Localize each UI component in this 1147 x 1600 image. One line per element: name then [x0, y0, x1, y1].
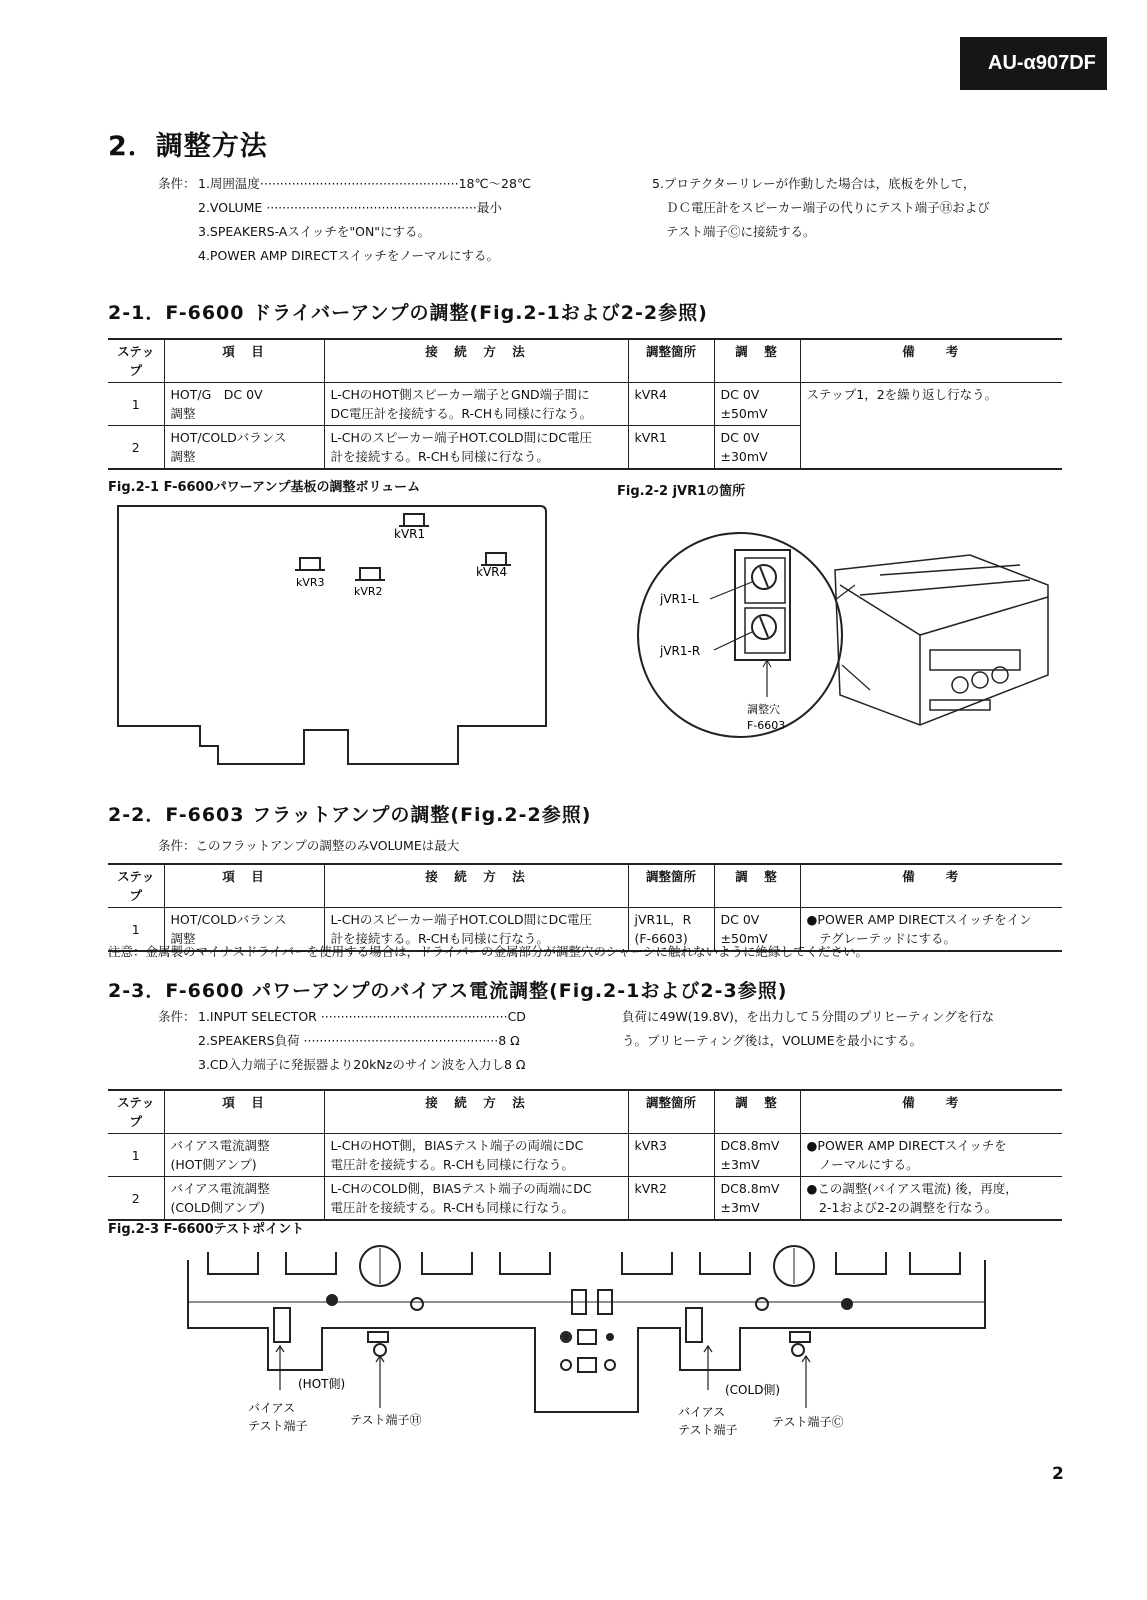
kvr4-label: kVR4	[476, 565, 508, 579]
condition-item: 3.SPEAKERS-Aスイッチを"ON"にする。	[198, 224, 431, 239]
adj-line: ±3mV	[720, 1157, 760, 1172]
item-line: HOT/COLDバランス	[170, 912, 287, 927]
table-header-row	[108, 864, 1062, 908]
fig-2-2-caption: Fig.2-2 jVR1の箇所	[617, 484, 746, 499]
conn-line: L-CHのHOT側スピーカー端子とGND端子間に	[330, 387, 590, 402]
conn-line: L-CHのCOLD側，BIASテスト端子の両端にDC	[330, 1181, 592, 1196]
item-line: (COLD側アンプ)	[170, 1200, 265, 1215]
section-2-3-cond-right	[622, 1005, 1062, 1053]
kvr2-label: kVR2	[354, 585, 383, 598]
page-number: 2	[1052, 1464, 1064, 1484]
loc-line: jVR1L，R	[634, 912, 692, 927]
caution-note: 注意：金属製のマイナスドライバーを使用する場合は，ドライバーの金属部分が調整穴のシャーシに触れないように絶縁してください。	[108, 944, 869, 959]
kvr3-label: kVR3	[296, 576, 325, 589]
col-header: 調整箇所	[628, 1090, 714, 1134]
condition-item: 2.VOLUME ·····················································最小	[198, 200, 502, 215]
test-c-label: テスト端子Ⓒ	[772, 1415, 844, 1429]
vr-kvr2-icon	[355, 568, 385, 580]
col-header: 接 続 方 法	[324, 1090, 628, 1134]
page-title: 2．調整方法	[108, 131, 268, 162]
chassis-sketch	[835, 555, 1048, 725]
item-line: バイアス電流調整	[170, 1138, 270, 1153]
col-header: 備 考	[800, 864, 1062, 908]
item-line: (HOT側アンプ)	[170, 1157, 257, 1172]
connection-cell	[324, 426, 628, 470]
general-conditions-list	[198, 172, 618, 268]
adj-line: DC 0V	[720, 387, 760, 402]
section-2-1-table	[108, 338, 1062, 470]
remark-line: ノーマルにする。	[806, 1157, 919, 1172]
location-cell: kVR3	[628, 1134, 714, 1177]
item-line: バイアス電流調整	[170, 1181, 270, 1196]
col-header: 備 考	[800, 1090, 1062, 1134]
item-line: 調整	[170, 931, 196, 946]
adjust-cell	[714, 426, 800, 470]
item-cell	[164, 1177, 324, 1221]
section-2-1-title: 2-1．F-6600 ドライバーアンプの調整(Fig.2-1および2-2参照)	[108, 302, 708, 324]
adj-line: ±50mV	[720, 406, 768, 421]
connection-cell	[324, 383, 628, 426]
fig-2-1-board-diagram	[108, 498, 558, 773]
condition-item: 1.INPUT SELECTOR ···············································CD	[198, 1009, 526, 1024]
adjust-cell	[714, 1177, 800, 1221]
item-line: 調整	[170, 406, 196, 421]
col-header: 備 考	[800, 339, 1062, 383]
section-2-2-title: 2-2．F-6603 フラットアンプの調整(Fig.2-2参照)	[108, 804, 592, 826]
item-cell	[164, 426, 324, 470]
protector-note	[652, 172, 1072, 244]
adj-line: ±3mV	[720, 1200, 760, 1215]
conn-line: 電圧計を接続する。R-CHも同様に行なう。	[330, 1157, 574, 1172]
conn-line: L-CHのスピーカー端子HOT.COLD間にDC電圧	[330, 912, 593, 927]
fig-2-3-caption: Fig.2-3 F-6600テストポイント	[108, 1222, 305, 1237]
general-conditions-label: 条件：	[158, 176, 196, 191]
step-cell: 1	[108, 908, 164, 952]
connection-cell	[324, 1134, 628, 1177]
col-header: 調 整	[714, 339, 800, 383]
remark-line: ●この調整(バイアス電流) 後，再度，	[806, 1181, 1018, 1196]
remark-line: ●POWER AMP DIRECTスイッチを	[806, 1138, 1007, 1153]
location-cell: kVR4	[628, 383, 714, 426]
remark-cell	[800, 1177, 1062, 1221]
magnify-circle	[638, 533, 842, 737]
board-outline	[118, 506, 546, 764]
item-line: HOT/G DC 0V	[170, 387, 263, 402]
col-header: 接 続 方 法	[324, 864, 628, 908]
remark-line: 2-1および2-2の調整を行なう。	[806, 1200, 998, 1215]
jp7-dot	[841, 1298, 853, 1310]
section-2-2-table	[108, 863, 1062, 952]
note-line: ＤＣ電圧計をスピーカー端子の代りにテスト端子Ⓗおよび	[666, 200, 990, 215]
connection-cell	[324, 1177, 628, 1221]
adj-line: DC8.8mV	[720, 1138, 780, 1153]
table-row	[108, 383, 1062, 426]
conn-line: L-CHのスピーカー端子HOT.COLD間にDC電圧	[330, 430, 593, 445]
vr-kvr4-icon	[481, 553, 511, 565]
col-header: ステップ	[108, 339, 164, 383]
loc-line: (F-6603)	[634, 931, 688, 946]
conn-line: DC電圧計を接続する。R-CHも同様に行なう。	[330, 406, 593, 421]
jvr1-r-label: jVR1-R	[660, 644, 701, 658]
col-header: ステップ	[108, 864, 164, 908]
conn-line: 計を接続する。R-CHも同様に行なう。	[330, 931, 549, 946]
condition-item: 1.周囲温度··················································18℃～28℃	[198, 176, 531, 191]
remark-line: テグレーテッドにする。	[806, 931, 957, 946]
condition-line: 負荷に49W(19.8V)，を出力して５分間のプリヒーティングを行な	[622, 1009, 995, 1024]
conn-line: 計を接続する。R-CHも同様に行なう。	[330, 449, 549, 464]
step-cell: 1	[108, 1134, 164, 1177]
step-cell: 2	[108, 1177, 164, 1221]
fig-2-2-unit-diagram	[630, 525, 1060, 755]
remark-cell: ステップ1，2を繰り返し行なう。	[800, 383, 1062, 470]
section-2-3-conditions	[198, 1005, 580, 1077]
fig-2-3-testpoint-diagram	[180, 1240, 1000, 1450]
table-header-row	[108, 339, 1062, 383]
model-label: AU-α907DF	[960, 37, 1107, 90]
table-row	[108, 1177, 1062, 1221]
adjust-hole-label: 調整穴	[747, 703, 780, 716]
col-header: 項 目	[164, 1090, 324, 1134]
col-header: 調整箇所	[628, 339, 714, 383]
jp5-dot	[326, 1294, 338, 1306]
condition-item: 2.SPEAKERS負荷 ·················································8 Ω	[198, 1033, 520, 1048]
f6603-label: F-6603	[747, 719, 786, 732]
location-cell: kVR2	[628, 1177, 714, 1221]
condition-item: 3.CD入力端子に発振器より20kNzのサイン波を入力し8 Ω	[198, 1057, 526, 1072]
adj-line: DC 0V	[720, 430, 760, 445]
vr-kvr3-icon	[295, 558, 325, 570]
note-line: 5.プロテクターリレーが作動した場合は，底板を外して，	[652, 176, 976, 191]
item-line: 調整	[170, 449, 196, 464]
table-header-row	[108, 1090, 1062, 1134]
col-header: 項 目	[164, 864, 324, 908]
col-header: ステップ	[108, 1090, 164, 1134]
note-line: テスト端子Ⓒに接続する。	[666, 224, 816, 239]
step-cell: 1	[108, 383, 164, 426]
remark-line: ●POWER AMP DIRECTスイッチをイン	[806, 912, 1032, 927]
section-2-2-condition: 条件：このフラットアンプの調整のみVOLUMEは最大	[158, 838, 460, 853]
bias-left-label-1: バイアス	[248, 1401, 296, 1415]
adj-line: DC8.8mV	[720, 1181, 780, 1196]
vr-kvr1-icon	[399, 514, 429, 526]
conn-line: 電圧計を接続する。R-CHも同様に行なう。	[330, 1200, 574, 1215]
step-cell: 2	[108, 426, 164, 470]
bias-left-label-2: テスト端子	[248, 1419, 308, 1433]
bias-right-label-1: バイアス	[678, 1405, 726, 1419]
col-header: 調整箇所	[628, 864, 714, 908]
item-cell	[164, 1134, 324, 1177]
col-header: 接 続 方 法	[324, 339, 628, 383]
item-cell	[164, 383, 324, 426]
kvr1-label: kVR1	[394, 527, 426, 541]
remark-cell	[800, 1134, 1062, 1177]
adj-line: ±30mV	[720, 449, 768, 464]
fig-2-1-caption: Fig.2-1 F-6600パワーアンプ基板の調整ボリューム	[108, 480, 421, 495]
hot-side-label: (HOT側)	[298, 1377, 346, 1391]
section-2-3-table	[108, 1089, 1062, 1221]
col-header: 調 整	[714, 864, 800, 908]
item-line: HOT/COLDバランス	[170, 430, 287, 445]
adjust-cell	[714, 1134, 800, 1177]
bias-right-label-2: テスト端子	[678, 1423, 738, 1437]
conn-line: L-CHのHOT側，BIASテスト端子の両端にDC	[330, 1138, 584, 1153]
section-2-3-title: 2-3．F-6600 パワーアンプのバイアス電流調整(Fig.2-1および2-3参照)	[108, 980, 788, 1002]
condition-item: 4.POWER AMP DIRECTスイッチをノーマルにする。	[198, 248, 499, 263]
cold-side-label: (COLD側)	[725, 1383, 781, 1397]
col-header: 項 目	[164, 339, 324, 383]
adjust-cell	[714, 383, 800, 426]
condition-line: う。プリヒーティング後は，VOLUMEを最小にする。	[622, 1033, 923, 1048]
adj-line: DC 0V	[720, 912, 760, 927]
jvr1-l-label: jVR1-L	[660, 592, 699, 606]
table-row	[108, 1134, 1062, 1177]
col-header: 調 整	[714, 1090, 800, 1134]
location-cell: kVR1	[628, 426, 714, 470]
adj-line: ±50mV	[720, 931, 768, 946]
test-h-label: テスト端子Ⓗ	[350, 1413, 422, 1427]
section-2-3-cond-label: 条件：	[158, 1009, 196, 1024]
